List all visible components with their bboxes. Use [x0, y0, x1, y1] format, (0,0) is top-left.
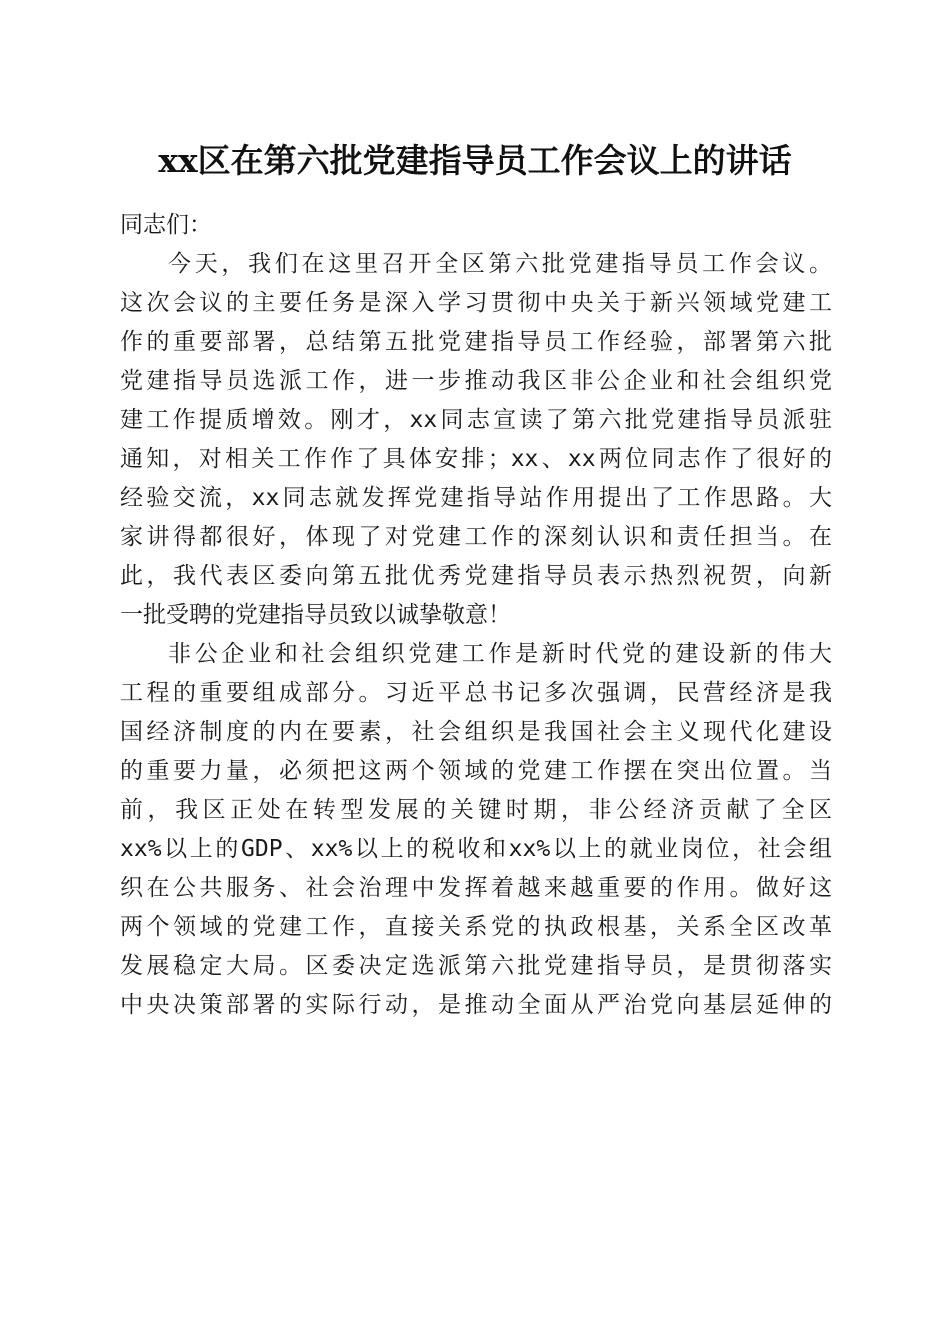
paragraph-line: 建工作提质增效。刚才，xx同志宣读了第六批党建指导员派驻 [120, 407, 832, 433]
document-title: xx区在第六批党建指导员工作会议上的讲话 [158, 141, 792, 180]
paragraph-line: 通知，对相关工作作了具体安排；xx、xx两位同志作了很好的 [120, 446, 832, 472]
paragraph-line: xx%以上的GDP、xx%以上的税收和xx%以上的就业岗位，社会组 [120, 836, 832, 862]
paragraph-line: 此，我代表区委向第五批优秀党建指导员表示热烈祝贺，向新 [120, 563, 832, 589]
paragraph-line: 作的重要部署，总结第五批党建指导员工作经验，部署第六批 [120, 329, 832, 355]
paragraph-line: 今天，我们在这里召开全区第六批党建指导员工作会议。 [168, 251, 832, 277]
paragraph-line: 非公企业和社会组织党建工作是新时代党的建设新的伟大 [168, 641, 832, 667]
paragraph-1 [120, 245, 832, 635]
paragraph-line: 发展稳定大局。区委决定选派第六批党建指导员，是贯彻落实 [120, 953, 832, 979]
paragraph-line: 家讲得都很好，体现了对党建工作的深刻认识和责任担当。在 [120, 524, 832, 550]
document-body [120, 206, 832, 1025]
paragraph-line: 的重要力量，必须把这两个领域的党建工作摆在突出位置。当 [120, 758, 832, 784]
paragraph-line: 国经济制度的内在要素，社会组织是我国社会主义现代化建设 [120, 719, 832, 745]
paragraph-line: 这次会议的主要任务是深入学习贯彻中央关于新兴领域党建工 [120, 290, 832, 316]
paragraph-line: 党建指导员选派工作，进一步推动我区非公企业和社会组织党 [120, 368, 832, 394]
paragraph-line: 前，我区正处在转型发展的关键时期，非公经济贡献了全区 [120, 797, 832, 823]
paragraph-line: 织在公共服务、社会治理中发挥着越来越重要的作用。做好这 [120, 875, 832, 901]
paragraph-line: 经验交流，xx同志就发挥党建指导站作用提出了工作思路。大 [120, 485, 832, 511]
paragraph-line: 中央决策部署的实际行动，是推动全面从严治党向基层延伸的 [120, 992, 832, 1018]
paragraph-line: 工程的重要组成部分。习近平总书记多次强调，民营经济是我 [120, 680, 832, 706]
salutation: 同志们： [120, 212, 212, 238]
paragraph-line: 一批受聘的党建指导员致以诚挚敬意！ [120, 602, 511, 628]
paragraph-2 [120, 635, 832, 1025]
paragraph-line: 两个领域的党建工作，直接关系党的执政根基，关系全区改革 [120, 914, 832, 940]
